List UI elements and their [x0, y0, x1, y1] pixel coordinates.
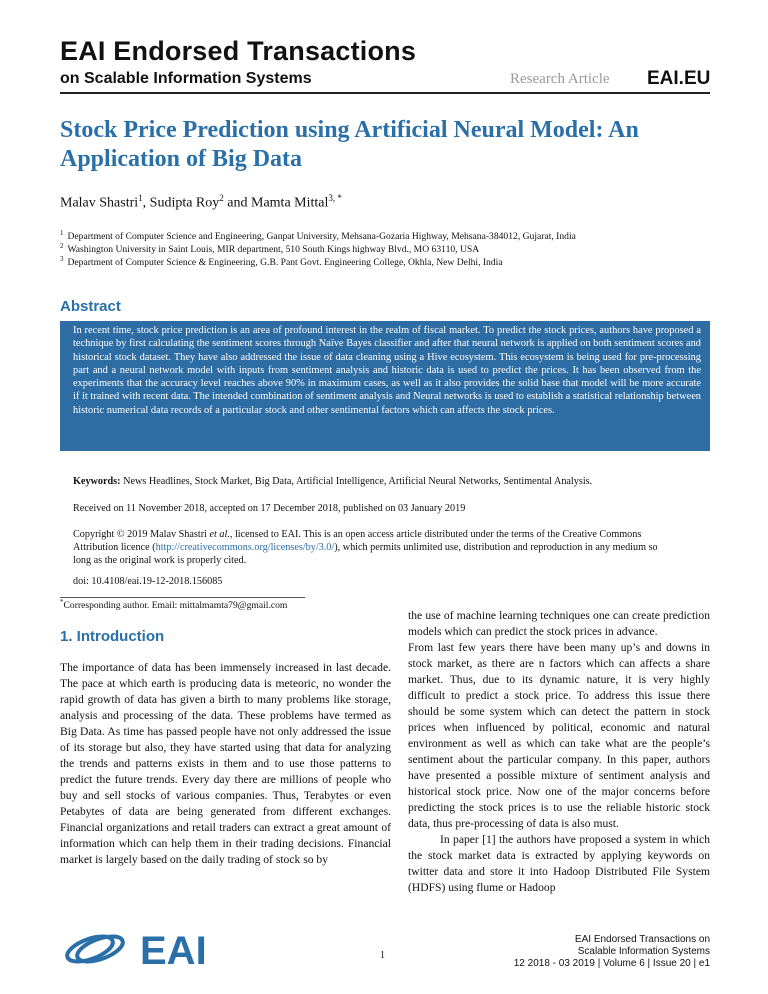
affiliation-number: 2 [60, 242, 64, 250]
introduction-paragraph: The importance of data has been immensely increased in last decade. The pace at which earth is producing data is meteoric, no wonder the rapid growth of data has given a birth to many problems like storage, analysis and processing of the data. These problems have termed as Big Data. As time has passed people have not only addressed the issue of its storage but also, they have started using that data for analyzing the trends and patterns exists in them and to use those patterns to predict the future trends. Every day there are millions of people who buy and sell stocks of various companies. Thus, Terabytes or even Petabytes of data are being generated from different exchanges. Financial organizations and retail traders can extract a great amount of information which can help them in their trading decisions. Financial market is largely based on the daily trading of stock so by [60, 661, 391, 866]
introduction-heading: 1. Introduction [60, 628, 165, 645]
author-name: Malav Shastri [60, 195, 139, 211]
author-list [60, 193, 342, 212]
journal-title: EAI Endorsed Transactions [60, 36, 417, 66]
body-paragraph: From last few years there have been many up’s and downs in stock market, as there are n factors which can affects a share market. Thus, due to its dynamic nature, it is very highly difficult to predict a stock price. To address this issue there should be some system which can detect the pattern in stock prices when influenced by political, economic and natural environment as well as which can take what are the people’s sentiment about the particular company. In this paper, authors have presented a possible mixture of sentiment analysis and historical stock price. Now one of the major concerns before predicting the stock prices is to use the reliable historic stock data, thus pre-processing of data is also must. [408, 641, 710, 830]
author-affiliation-mark: 2 [219, 193, 224, 203]
copyright-text: , licensed to EAI. This is an open access article distributed under the terms of the Creative Commons Attribution licence ( [73, 529, 642, 553]
received-dates: Received on 11 November 2018, accepted on 17 December 2018, published on 03 January 2019 [73, 503, 466, 514]
brand-logo-text: EAI.EU [647, 68, 711, 89]
author-name: Mamta Mittal [251, 195, 329, 211]
footer-journal-info [470, 934, 710, 970]
footer-line: 12 2018 - 03 2019 | Volume 6 | Issue 20 | e1 [513, 958, 710, 969]
affiliation-3 [60, 255, 503, 268]
paper-title: Stock Price Prediction using Artificial Neural Model: An Application of Big Data [60, 117, 639, 172]
copyright-text: ), which permits unlimited use, distribution and reproduction in any medium so long as the original work is properly cited. [73, 542, 658, 566]
copyright-etal: et al. [209, 529, 230, 540]
affiliation-2 [60, 242, 479, 255]
doi: doi: 10.4108/eai.19-12-2018.156085 [73, 576, 223, 587]
author-separator: and [223, 195, 251, 211]
author-name: Sudipta Roy [149, 195, 220, 211]
abstract-text: In recent time, stock price prediction is an area of profound interest in the realm of fiscal market. To predict the stock prices, authors have proposed a technique by first calculating the sentiment scores through Naïve Bayes classifier and after that neural network is applied on both sentiment scores and historical stock dataset. They have also addressed the issue of data cleaning using a Hive ecosystem. This ecosystem is being used for pre-processing part and a neural network model with inputs from sentiment analysis and historic data is used to predict the prices. It has been observed from the experiments that the accuracy level reaches above 90% in maximum cases, as well as it also provides the solid base that model will be more accurate if it trained with recent data. The intended combination of sentiment analysis and Neural networks is used to establish a statistical relationship between historic numerical data records of a particular stock and other sentimental factors which can affects the stock prices. [73, 325, 701, 416]
page-number: 1 [380, 950, 385, 961]
keywords-list: News Headlines, Stock Market, Big Data, Artificial Intelligence, Artificial Neural Networks, Sentimental Analysis. [123, 476, 593, 487]
affiliation-text: Department of Computer Science and Engineering, Ganpat University, Mehsana-Gozaria Highway, Mehsana-384012, Gujarat, India [67, 231, 576, 243]
copyright-notice [73, 528, 673, 567]
right-column [408, 608, 710, 896]
journal-subtitle: on Scalable Information Systems [60, 70, 312, 87]
eai-logo-icon [60, 922, 220, 972]
header-divider [60, 92, 710, 94]
body-paragraph: In paper [1] the authors have proposed a system in which the stock market data is extracted by applying keywords on twitter data and store it into Hadoop Distributed File System (HDFS) using flume or Hadoop [408, 833, 710, 894]
footnote-mark: * [60, 598, 64, 606]
affiliation-number: 3 [60, 255, 64, 263]
footnote-text: Corresponding author. Email: mittalmamta79@gmail.com [63, 600, 288, 612]
affiliation-1 [60, 229, 576, 242]
eai-footer-logo [60, 922, 220, 972]
affiliation-number: 1 [60, 229, 64, 237]
body-paragraph: the use of machine learning techniques one can create prediction models which can predict the stock prices in advance. [408, 609, 710, 638]
affiliation-text: Department of Computer Science & Engineering, G.B. Pant Govt. Engineering College, Okhla, New Delhi, India [67, 257, 503, 269]
author-separator: , [142, 195, 150, 211]
article-type-label: Research Article [510, 71, 610, 87]
keywords-label: Keywords: [73, 476, 121, 487]
abstract-heading: Abstract [60, 298, 121, 315]
copyright-text: Copyright © 2019 Malav Shastri [73, 529, 210, 540]
affiliation-text: Washington University in Saint Louis, MIR department, 510 South Kings highway Blvd., MO 63110, USA [67, 244, 480, 256]
footer-line: EAI Endorsed Transactions on [574, 934, 710, 945]
footer-logo-text: EAI [140, 929, 207, 972]
author-affiliation-mark: 3, * [328, 193, 342, 203]
author-affiliation-mark: 1 [138, 193, 143, 203]
keywords [73, 476, 713, 487]
corresponding-author-footnote [60, 598, 287, 611]
license-link[interactable]: http://creativecommons.org/licenses/by/3.0/ [155, 542, 335, 553]
footer-line: Scalable Information Systems [577, 946, 710, 957]
